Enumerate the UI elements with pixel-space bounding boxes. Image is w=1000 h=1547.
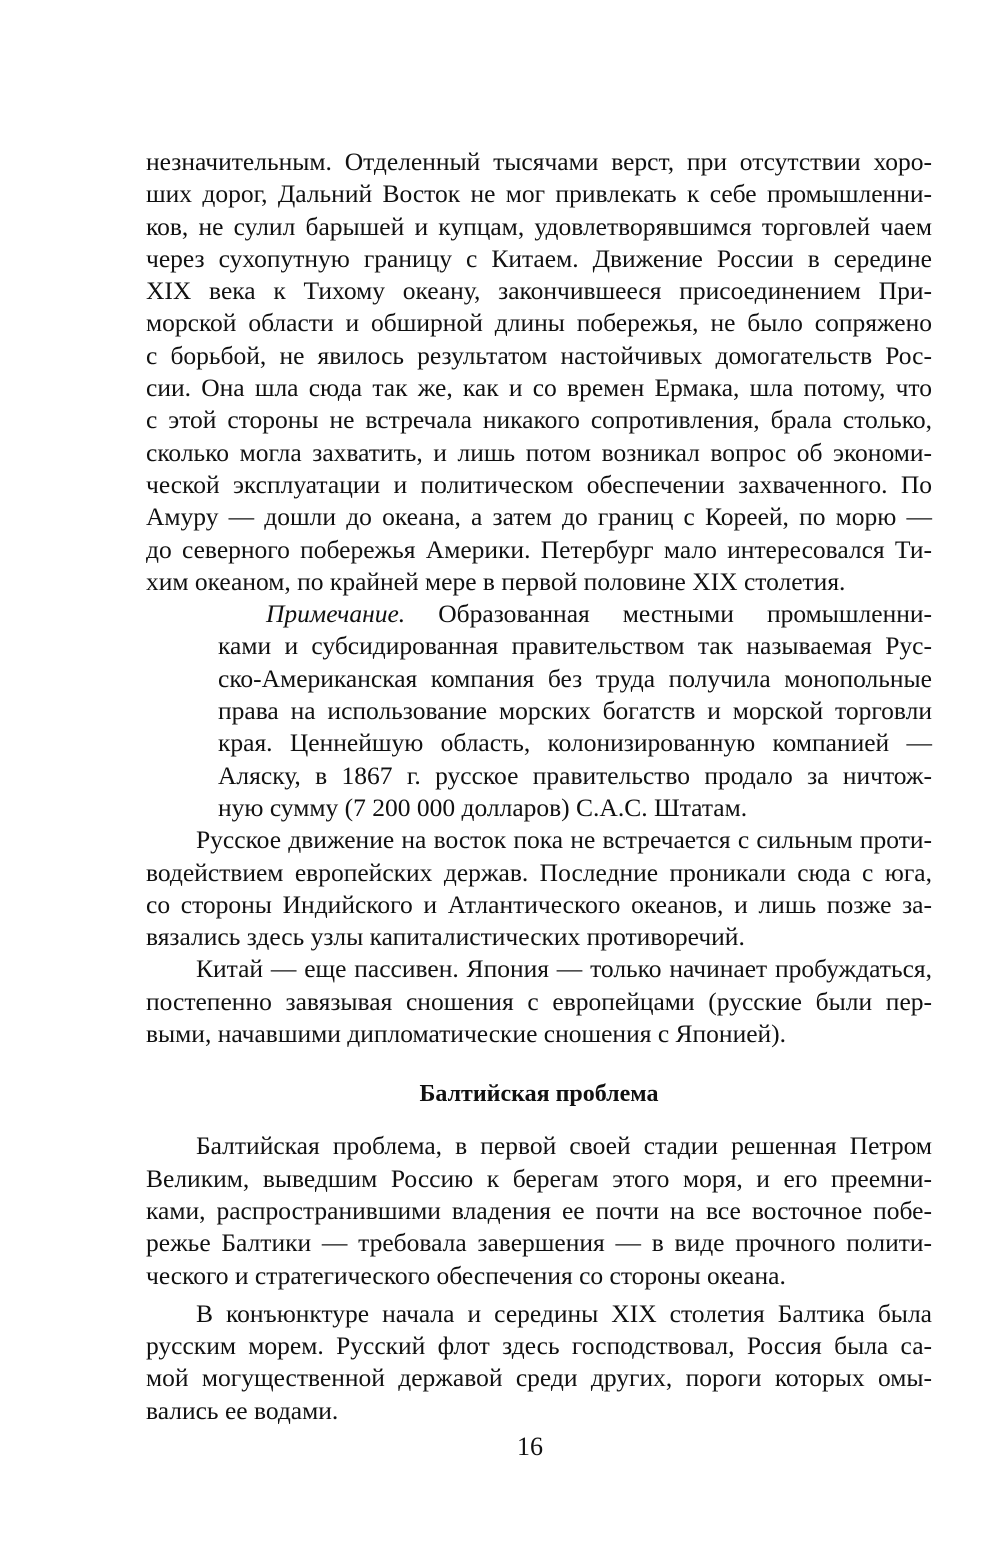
- text-line: незначительным. Отделенный тысячами верст, при отсутствии хоро-: [146, 147, 932, 176]
- note-label: Примечание.: [266, 599, 406, 629]
- text-line: вязались здесь узлы капиталистических противоречий.: [146, 922, 745, 952]
- text-line: ками, распространившими владения ее почти на все восточное побе-: [146, 1195, 932, 1225]
- paragraph-2: [146, 824, 932, 953]
- text-line: ших дорог, Дальний Восток не мог привлекать к себе промышленни-: [146, 179, 932, 209]
- text-line: выми, начавшими дипломатические сношения с Японией).: [146, 1019, 787, 1049]
- paragraph-4: [146, 1130, 932, 1291]
- text-line: морской области и обширной длины побережья, не было сопряжено: [146, 308, 932, 338]
- text-line: мой могущественной державой среди других, пороги которых омы-: [146, 1363, 932, 1393]
- text-line: XIX века к Тихому океану, закончившееся присоединением При-: [146, 276, 932, 306]
- text-line: Амуру — дошли до океана, а затем до границ с Кореей, по морю —: [146, 502, 932, 532]
- text-line: Балтийская проблема, в первой своей стадии решенная Петром: [196, 1131, 932, 1161]
- text-line: сколько могла захватить, и лишь потом возникал вопрос об экономи-: [146, 437, 932, 467]
- note-line: края. Ценнейшую область, колонизированную компанией —: [218, 728, 932, 758]
- note-line: Аляску, в 1867 г. русское правительство продало за ничтож-: [218, 760, 932, 790]
- paragraph-1: [146, 146, 932, 598]
- text-line: через сухопутную границу с Китаем. Движение России в середине: [146, 243, 932, 273]
- note-line: права на использование морских богатств и морской торговли: [218, 696, 932, 726]
- text-line: В конъюнктуре начала и середины XIX столетия Балтика была: [196, 1298, 932, 1328]
- text-line: ческой эксплуатации и политическом обеспечении захваченного. По: [146, 469, 932, 499]
- note-line: ско-Американская компания без труда получила монопольные: [218, 663, 932, 693]
- text-line: Великим, выведшим Россию к берегам этого моря, и его преемни-: [146, 1163, 932, 1193]
- text-line: Русское движение на восток пока не встречается с сильным проти-: [196, 825, 932, 855]
- text-line: сии. Она шла сюда так же, как и со времен Ермака, шла потому, что: [146, 373, 932, 403]
- text-line: русским морем. Русский флот здесь господствовал, Россия была са-: [146, 1331, 932, 1361]
- text-line: постепенно завязывая сношения с европейцами (русские были пер-: [146, 986, 932, 1016]
- note-block: [146, 598, 932, 824]
- text-line: ческого и стратегического обеспечения со стороны океана.: [146, 1260, 786, 1290]
- text-line: с борьбой, не явилось результатом настойчивых домогательств Рос-: [146, 340, 932, 370]
- text-line: с этой стороны не встречала никакого сопротивления, брала столько,: [146, 405, 932, 435]
- text-line: со стороны Индийского и Атлантического океанов, и лишь позже за-: [146, 889, 932, 919]
- text-line: Китай — еще пассивен. Япония — только начинает пробуждаться,: [196, 954, 932, 984]
- note-first-line-text: Образованная местными промышленни-: [438, 599, 933, 629]
- section-heading: Балтийская проблема: [419, 1081, 659, 1108]
- text-line: режье Балтики — требовала завершения — в виде прочного полити-: [146, 1228, 932, 1258]
- note-line: ками и субсидированная правительством так называемая Рус-: [218, 631, 932, 661]
- paragraph-5: [146, 1298, 932, 1427]
- book-page: [146, 146, 932, 1427]
- text-line: ков, не сулил барышей и купцам, удовлетворявшимся торговлей чаем: [146, 211, 932, 241]
- text-line: водействием европейских держав. Последние проникали сюда с юга,: [146, 857, 932, 887]
- paragraph-3: [146, 953, 932, 1050]
- page-number: 16: [517, 1432, 543, 1461]
- text-line: вались ее водами.: [146, 1395, 339, 1425]
- note-first-line: [218, 598, 932, 630]
- note-line: ную сумму (7 200 000 долларов) С.А.С. Штатам.: [218, 792, 748, 822]
- text-line: до северного побережья Америки. Петербург мало интересовался Ти-: [146, 534, 932, 564]
- text-line: хим океаном, по крайней мере в первой половине XIX столетия.: [146, 566, 846, 596]
